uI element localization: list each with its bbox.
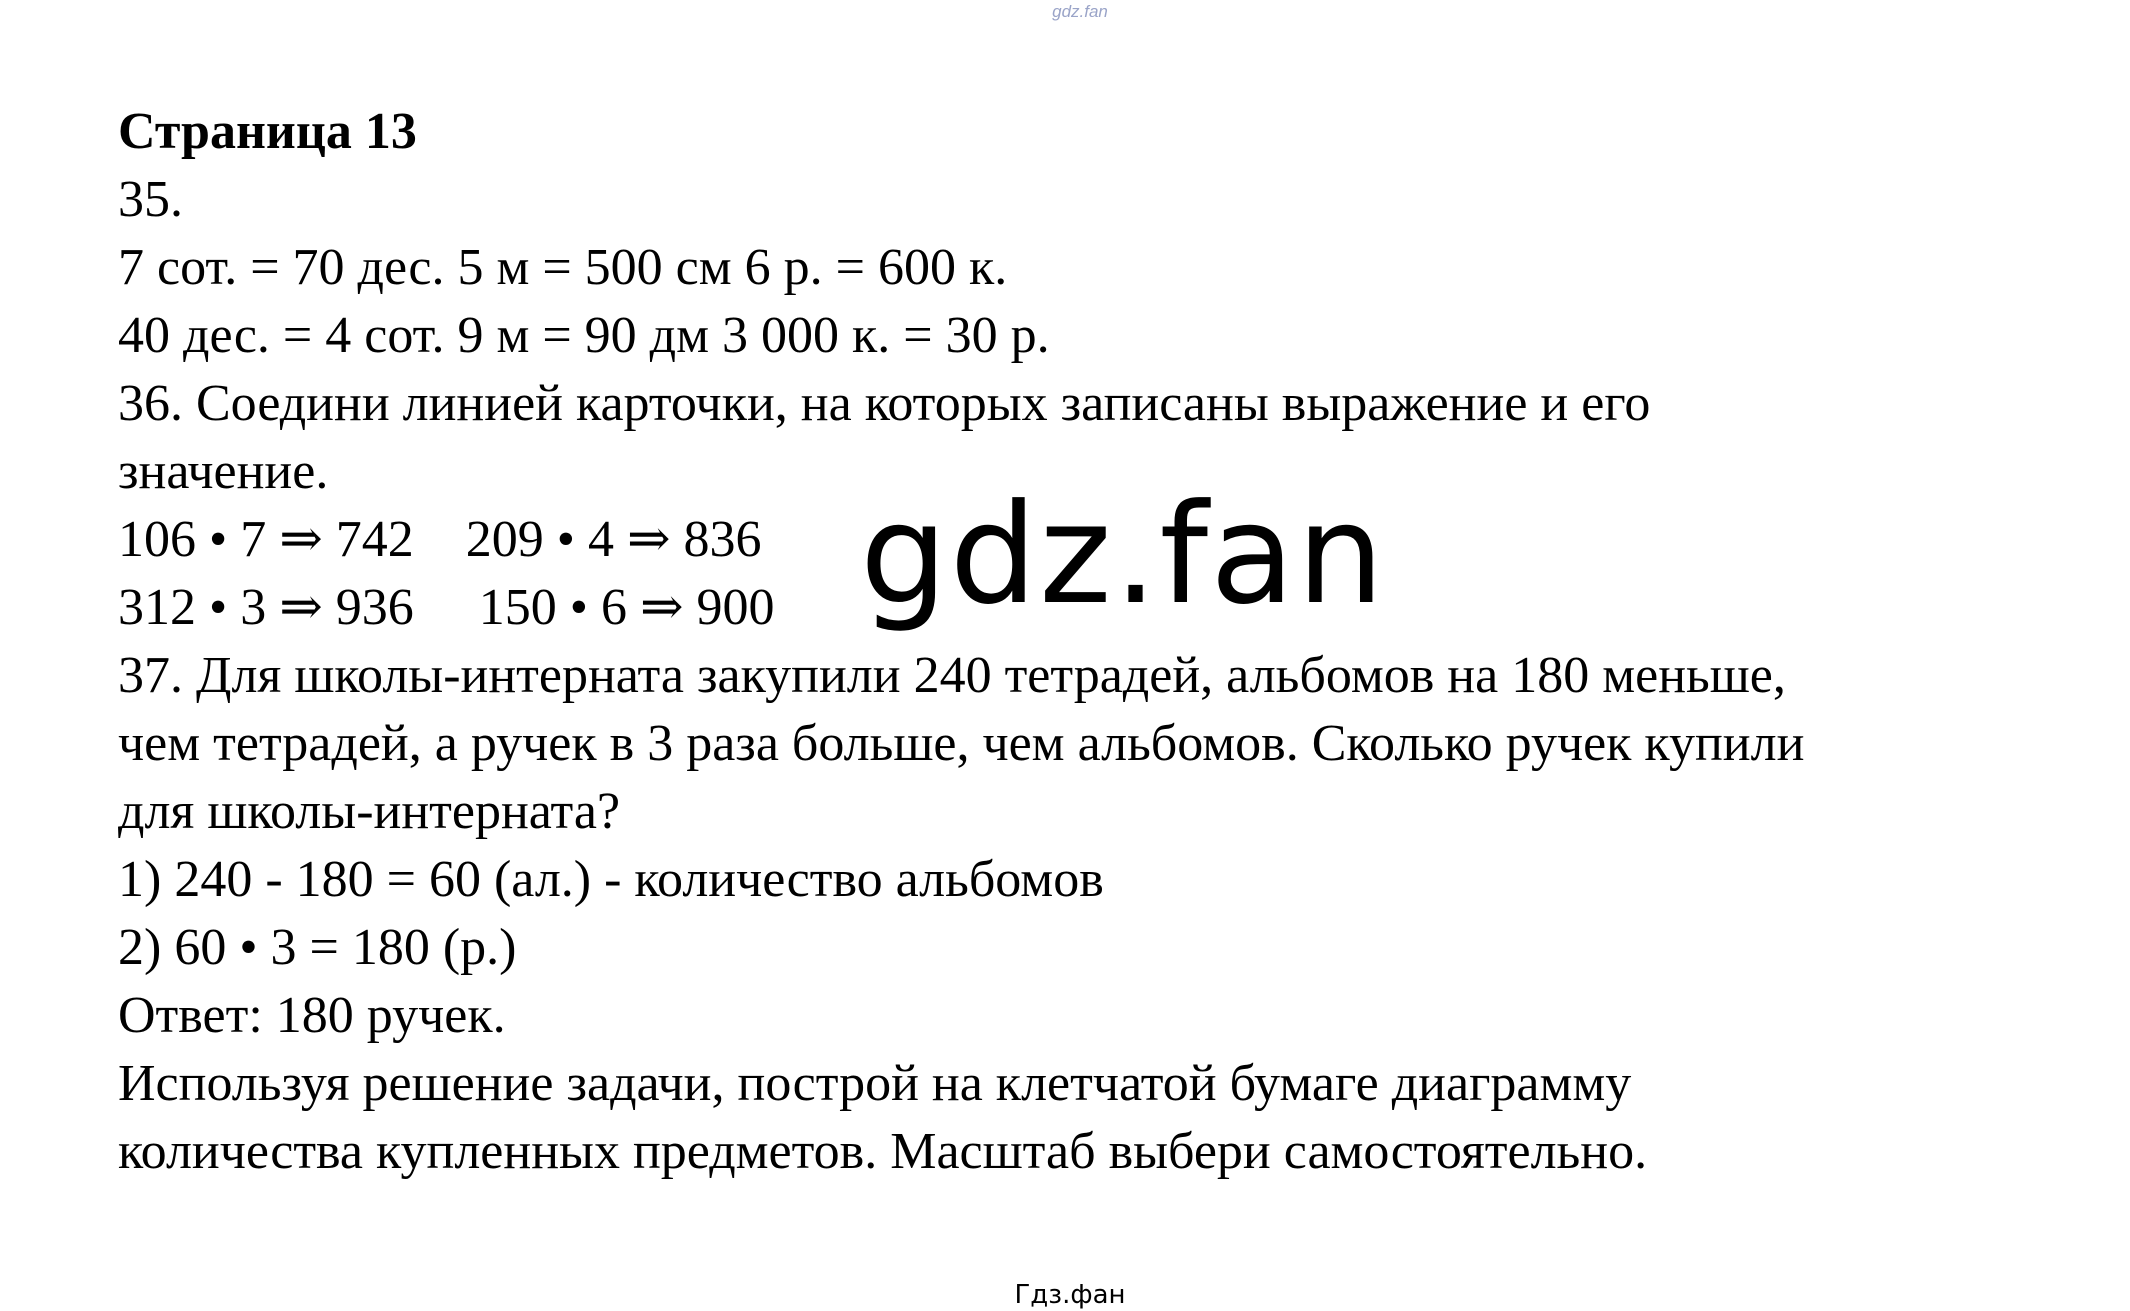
bottom-watermark: Гдз.фан [1014, 1280, 1126, 1310]
task-37-prompt-line-3: для школы-интерната? [118, 783, 621, 840]
top-watermark: gdz.fan [1052, 2, 1108, 21]
task-37-answer: Ответ: 180 ручек. [118, 987, 506, 1044]
task-37-step-2: 2) 60 • 3 = 180 (р.) [118, 919, 517, 976]
document-body [118, 98, 2078, 1186]
task-36-prompt-line-2: значение. [118, 443, 329, 500]
task-37-step-1: 1) 240 - 180 = 60 (ал.) - количество альбомов [118, 851, 1104, 908]
task-37-prompt-line-1: 37. Для школы-интерната закупили 240 тетрадей, альбомов на 180 меньше, [118, 647, 1786, 704]
task-35-row-1: 7 сот. = 70 дес. 5 м = 500 см 6 р. = 600 к. [118, 239, 1008, 296]
task-35-row-2: 40 дес. = 4 сот. 9 м = 90 дм 3 000 к. = 30 р. [118, 307, 1050, 364]
page-title: Страница 13 [118, 103, 417, 160]
task-37-followup-line-1: Используя решение задачи, построй на клетчатой бумаге диаграмму [118, 1055, 1632, 1112]
task-36-prompt-line-1: 36. Соедини линией карточки, на которых записаны выражение и его [118, 375, 1651, 432]
task-36-row-2: 312 • 3 ⇒ 936 150 • 6 ⇒ 900 [118, 579, 775, 636]
center-watermark: gdz.fan [860, 474, 1387, 635]
task-37-prompt-line-2: чем тетрадей, а ручек в 3 раза больше, чем альбомов. Сколько ручек купили [118, 715, 1805, 772]
task-35-number: 35. [118, 171, 183, 228]
task-36-row-1: 106 • 7 ⇒ 742 209 • 4 ⇒ 836 [118, 511, 762, 568]
task-37-followup-line-2: количества купленных предметов. Масштаб выбери самостоятельно. [118, 1123, 1648, 1180]
